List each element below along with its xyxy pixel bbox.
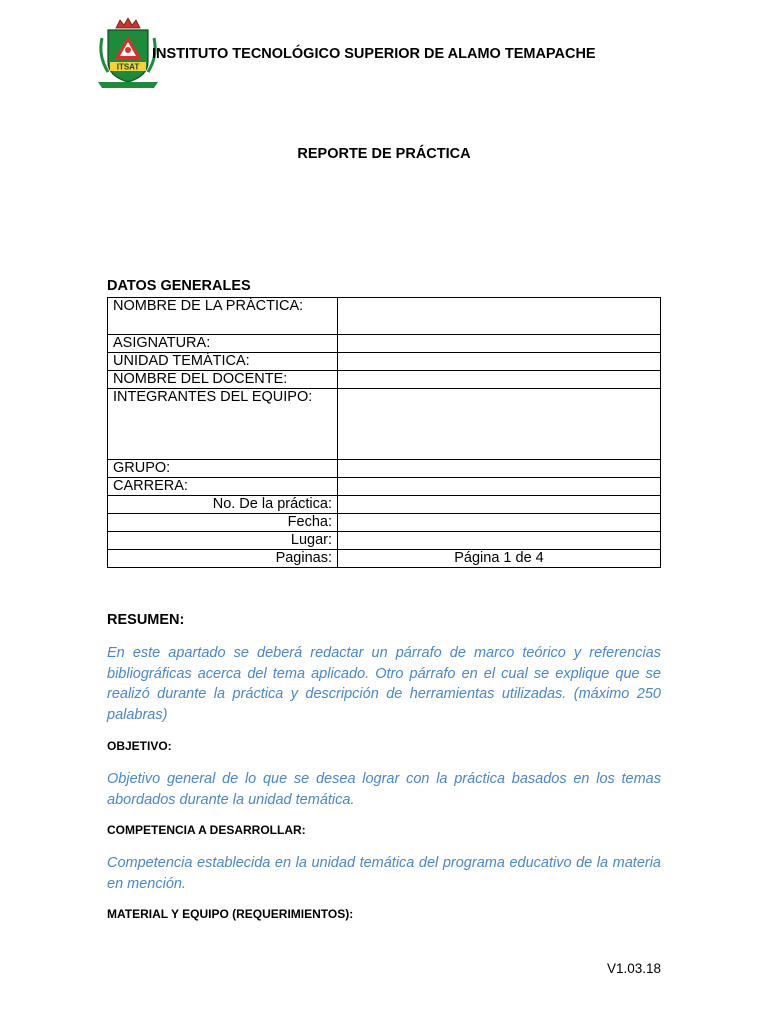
institution-name: INSTITUTO TECNOLÓGICO SUPERIOR DE ALAMO TEMAPACHE xyxy=(152,46,596,62)
row-label: INTEGRANTES DEL EQUIPO: xyxy=(108,389,338,460)
row-label: Lugar: xyxy=(108,532,338,550)
table-row xyxy=(108,298,661,335)
resumen-heading: RESUMEN: xyxy=(107,612,185,628)
row-label: ASIGNATURA: xyxy=(108,335,338,353)
svg-text:ITSAT: ITSAT xyxy=(116,62,140,72)
material-heading: MATERIAL Y EQUIPO (REQUERIMIENTOS): xyxy=(107,907,354,921)
version-label: V1.03.18 xyxy=(606,961,661,976)
table-row xyxy=(108,335,661,353)
objetivo-text: Objetivo general de lo que se desea lograr con la práctica basados en los temas abordados durante la unidad temática. xyxy=(107,771,661,808)
row-label: NOMBRE DE LA PRÁCTICA: xyxy=(108,298,338,335)
row-label: No. De la práctica: xyxy=(108,496,338,514)
row-value xyxy=(338,460,661,478)
row-value xyxy=(338,514,661,532)
document-title: REPORTE DE PRÁCTICA xyxy=(297,146,471,162)
datos-generales-table xyxy=(107,297,661,568)
row-value: Página 1 de 4 xyxy=(338,550,661,568)
table-row xyxy=(108,550,661,568)
row-label: CARRERA: xyxy=(108,478,338,496)
table-row xyxy=(108,460,661,478)
datos-generales-heading: DATOS GENERALES xyxy=(107,278,251,294)
row-value xyxy=(338,389,661,460)
row-value xyxy=(338,335,661,353)
table-row xyxy=(108,478,661,496)
competencia-text: Competencia establecida en la unidad temática del programa educativo de la materia en mención. xyxy=(107,855,661,892)
row-label: GRUPO: xyxy=(108,460,338,478)
row-label: UNIDAD TEMÁTICA: xyxy=(108,353,338,371)
row-label: Paginas: xyxy=(108,550,338,568)
row-value xyxy=(338,371,661,389)
row-value xyxy=(338,532,661,550)
table-row xyxy=(108,353,661,371)
objetivo-heading: OBJETIVO: xyxy=(107,739,172,753)
institution-logo xyxy=(96,16,160,92)
row-label: Fecha: xyxy=(108,514,338,532)
table-row xyxy=(108,371,661,389)
row-value xyxy=(338,496,661,514)
row-value xyxy=(338,353,661,371)
table-row xyxy=(108,514,661,532)
resumen-text: En este apartado se deberá redactar un párrafo de marco teórico y referencias bibliográficas acerca del tema aplicado. Otro párrafo en el cual se explique que se realizó durante la práctica y descripción de herramientas utilizadas. (máximo 250 palabras) xyxy=(107,645,661,723)
table-row xyxy=(108,532,661,550)
row-value xyxy=(338,478,661,496)
table-row xyxy=(108,389,661,460)
competencia-heading: COMPETENCIA A DESARROLLAR: xyxy=(107,823,306,837)
table-row xyxy=(108,496,661,514)
row-label: NOMBRE DEL DOCENTE: xyxy=(108,371,338,389)
row-value xyxy=(338,298,661,335)
